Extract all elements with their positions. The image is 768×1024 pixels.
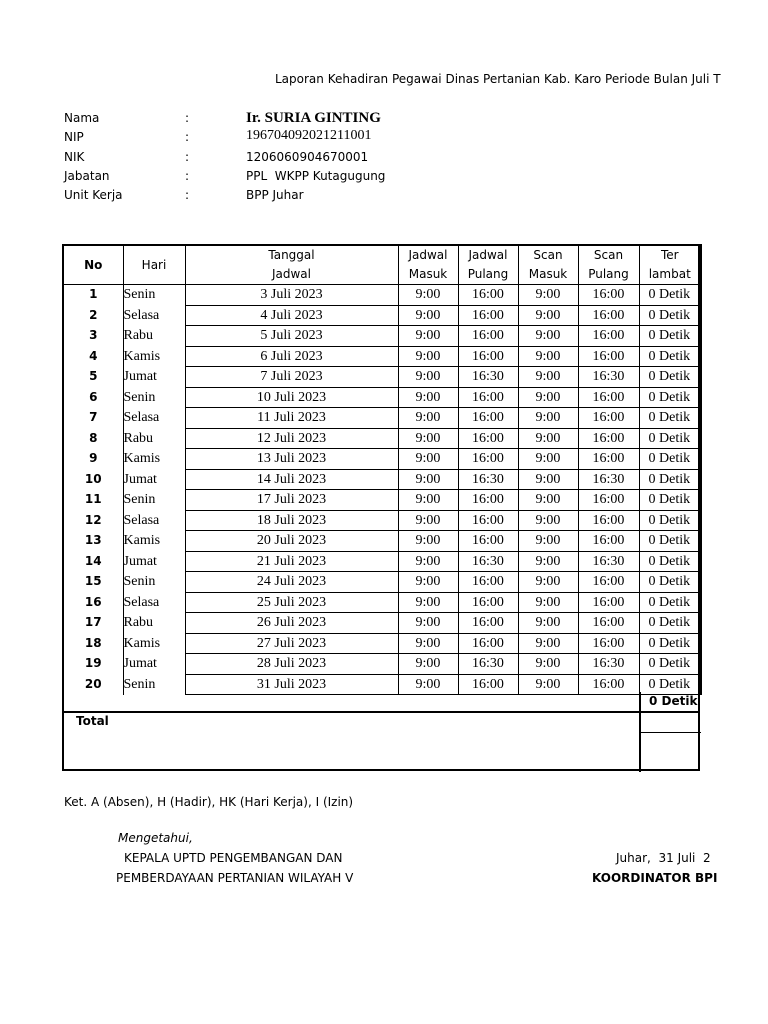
cell-tanggal: 6 Juli 2023: [185, 346, 398, 367]
header-scan-pulang: [578, 245, 639, 285]
cell-scan-masuk: 9:00: [518, 428, 578, 449]
cell-scan-masuk: 9:00: [518, 674, 578, 695]
cell-scan-masuk: 9:00: [518, 531, 578, 552]
cell-tanggal: 14 Juli 2023: [185, 469, 398, 490]
cell-scan-pulang: 16:00: [578, 531, 639, 552]
cell-scan-masuk: 9:00: [518, 408, 578, 429]
cell-scan-pulang: 16:00: [578, 490, 639, 511]
cell-hari: Rabu: [123, 326, 185, 347]
cell-jadwal-masuk: 9:00: [398, 572, 458, 593]
cell-tanggal: 28 Juli 2023: [185, 654, 398, 675]
cell-scan-pulang: 16:00: [578, 449, 639, 470]
cell-scan-pulang: 16:30: [578, 469, 639, 490]
header-tanggal: [185, 245, 398, 285]
cell-terlambat: 0 Detik: [639, 531, 701, 552]
cell-scan-pulang: 16:00: [578, 285, 639, 306]
value-jabatan: PPL WKPP Kutagugung: [246, 169, 386, 183]
cell-jadwal-masuk: 9:00: [398, 613, 458, 634]
cell-terlambat: 0 Detik: [639, 387, 701, 408]
cell-no: 15: [63, 572, 123, 593]
cell-tanggal: 21 Juli 2023: [185, 551, 398, 572]
cell-jadwal-masuk: 9:00: [398, 469, 458, 490]
label-jabatan: Jabatan: [64, 169, 110, 183]
cell-scan-pulang: 16:00: [578, 674, 639, 695]
cell-no: 5: [63, 367, 123, 388]
cell-scan-pulang: 16:00: [578, 613, 639, 634]
table-row: [63, 551, 701, 572]
signature-right-line2: KOORDINATOR BPI: [592, 871, 718, 885]
label-nama: Nama: [64, 111, 100, 125]
cell-hari: Senin: [123, 285, 185, 306]
cell-hari: Kamis: [123, 633, 185, 654]
cell-jadwal-masuk: 9:00: [398, 408, 458, 429]
cell-tanggal: 7 Juli 2023: [185, 367, 398, 388]
cell-no: 9: [63, 449, 123, 470]
cell-hari: Jumat: [123, 654, 185, 675]
cell-tanggal: 10 Juli 2023: [185, 387, 398, 408]
cell-scan-pulang: 16:00: [578, 326, 639, 347]
cell-scan-masuk: 9:00: [518, 592, 578, 613]
cell-no: 18: [63, 633, 123, 654]
cell-scan-masuk: 9:00: [518, 551, 578, 572]
header-terlambat-line2: lambat: [648, 267, 691, 281]
cell-terlambat: 0 Detik: [639, 469, 701, 490]
cell-tanggal: 31 Juli 2023: [185, 674, 398, 695]
cell-terlambat: 0 Detik: [639, 510, 701, 531]
value-nama: Ir. SURIA GINTING: [246, 110, 381, 126]
cell-scan-masuk: 9:00: [518, 305, 578, 326]
cell-jadwal-pulang: 16:30: [458, 654, 518, 675]
cell-scan-masuk: 9:00: [518, 346, 578, 367]
value-nip: 196704092021211001: [246, 128, 372, 143]
cell-jadwal-masuk: 9:00: [398, 531, 458, 552]
cell-jadwal-masuk: 9:00: [398, 428, 458, 449]
cell-hari: Rabu: [123, 428, 185, 449]
signature-left-line2: PEMBERDAYAAN PERTANIAN WILAYAH V: [116, 871, 354, 885]
cell-tanggal: 25 Juli 2023: [185, 592, 398, 613]
cell-scan-pulang: 16:00: [578, 305, 639, 326]
cell-terlambat: 0 Detik: [639, 346, 701, 367]
cell-jadwal-pulang: 16:00: [458, 428, 518, 449]
header-no: No: [63, 245, 123, 285]
cell-scan-masuk: 9:00: [518, 367, 578, 388]
table-row: [63, 449, 701, 470]
cell-hari: Kamis: [123, 531, 185, 552]
table-row: [63, 367, 701, 388]
table-row: [63, 572, 701, 593]
attendance-table: [62, 244, 702, 695]
header-tanggal-line2: Jadwal: [271, 267, 311, 281]
mengetahui-label: Mengetahui,: [118, 831, 193, 845]
cell-jadwal-masuk: 9:00: [398, 674, 458, 695]
cell-terlambat: 0 Detik: [639, 326, 701, 347]
cell-scan-masuk: 9:00: [518, 469, 578, 490]
cell-terlambat: 0 Detik: [639, 654, 701, 675]
terlambat-total-divider: [639, 732, 701, 733]
cell-tanggal: 5 Juli 2023: [185, 326, 398, 347]
cell-jadwal-masuk: 9:00: [398, 367, 458, 388]
cell-scan-masuk: 9:00: [518, 654, 578, 675]
cell-jadwal-masuk: 9:00: [398, 305, 458, 326]
cell-scan-pulang: 16:30: [578, 654, 639, 675]
cell-jadwal-masuk: 9:00: [398, 490, 458, 511]
cell-no: 8: [63, 428, 123, 449]
cell-tanggal: 4 Juli 2023: [185, 305, 398, 326]
table-row: [63, 469, 701, 490]
cell-no: 7: [63, 408, 123, 429]
cell-scan-masuk: 9:00: [518, 285, 578, 306]
cell-no: 1: [63, 285, 123, 306]
cell-scan-masuk: 9:00: [518, 613, 578, 634]
table-row: [63, 285, 701, 306]
header-hari: Hari: [123, 245, 185, 285]
signature-left-line1: KEPALA UPTD PENGEMBANGAN DAN: [124, 851, 343, 865]
table-row: [63, 428, 701, 449]
cell-tanggal: 20 Juli 2023: [185, 531, 398, 552]
colon-jabatan: :: [185, 169, 190, 183]
cell-jadwal-pulang: 16:00: [458, 449, 518, 470]
label-unit-kerja: Unit Kerja: [64, 188, 123, 202]
total-row: [62, 711, 700, 775]
table-row: [63, 633, 701, 654]
cell-no: 2: [63, 305, 123, 326]
cell-scan-masuk: 9:00: [518, 490, 578, 511]
cell-no: 6: [63, 387, 123, 408]
label-nik: NIK: [64, 150, 85, 164]
cell-jadwal-pulang: 16:30: [458, 469, 518, 490]
cell-no: 11: [63, 490, 123, 511]
cell-jadwal-pulang: 16:00: [458, 387, 518, 408]
table-header-row: [63, 245, 701, 285]
cell-tanggal: 18 Juli 2023: [185, 510, 398, 531]
table-row: [63, 510, 701, 531]
cell-no: 16: [63, 592, 123, 613]
header-scan-pulang-line1: Scan: [593, 248, 624, 262]
cell-terlambat: 0 Detik: [639, 674, 701, 695]
cell-jadwal-masuk: 9:00: [398, 387, 458, 408]
cell-scan-masuk: 9:00: [518, 449, 578, 470]
cell-tanggal: 3 Juli 2023: [185, 285, 398, 306]
cell-jadwal-masuk: 9:00: [398, 592, 458, 613]
table-row: [63, 408, 701, 429]
cell-terlambat: 0 Detik: [639, 285, 701, 306]
cell-jadwal-pulang: 16:00: [458, 531, 518, 552]
cell-jadwal-masuk: 9:00: [398, 510, 458, 531]
cell-terlambat: 0 Detik: [639, 449, 701, 470]
cell-scan-pulang: 16:00: [578, 387, 639, 408]
cell-jadwal-masuk: 9:00: [398, 551, 458, 572]
table-row: [63, 613, 701, 634]
header-tanggal-line1: Tanggal: [268, 248, 315, 262]
cell-scan-pulang: 16:00: [578, 592, 639, 613]
cell-scan-pulang: 16:00: [578, 428, 639, 449]
cell-tanggal: 26 Juli 2023: [185, 613, 398, 634]
cell-no: 17: [63, 613, 123, 634]
cell-terlambat: 0 Detik: [639, 551, 701, 572]
header-scan-masuk-line1: Scan: [533, 248, 563, 262]
value-nik: 1206060904670001: [246, 150, 369, 164]
cell-hari: Selasa: [123, 510, 185, 531]
cell-hari: Senin: [123, 572, 185, 593]
cell-no: 20: [63, 674, 123, 695]
cell-jadwal-pulang: 16:00: [458, 326, 518, 347]
cell-hari: Rabu: [123, 613, 185, 634]
cell-hari: Jumat: [123, 551, 185, 572]
total-label: Total: [76, 714, 109, 728]
table-row: [63, 674, 701, 695]
cell-jadwal-pulang: 16:00: [458, 490, 518, 511]
table-row: [63, 490, 701, 511]
table-row: [63, 654, 701, 675]
cell-no: 12: [63, 510, 123, 531]
cell-terlambat: 0 Detik: [639, 490, 701, 511]
table-row: [63, 592, 701, 613]
cell-hari: Kamis: [123, 449, 185, 470]
header-jadwal-pulang-line1: Jadwal: [468, 248, 508, 262]
cell-scan-pulang: 16:00: [578, 510, 639, 531]
cell-jadwal-pulang: 16:30: [458, 551, 518, 572]
cell-tanggal: 27 Juli 2023: [185, 633, 398, 654]
cell-hari: Kamis: [123, 346, 185, 367]
cell-terlambat: 0 Detik: [639, 572, 701, 593]
cell-jadwal-pulang: 16:00: [458, 305, 518, 326]
cell-no: 19: [63, 654, 123, 675]
header-jadwal-pulang: [458, 245, 518, 285]
cell-tanggal: 24 Juli 2023: [185, 572, 398, 593]
cell-jadwal-pulang: 16:00: [458, 408, 518, 429]
cell-hari: Senin: [123, 674, 185, 695]
cell-no: 14: [63, 551, 123, 572]
cell-terlambat: 0 Detik: [639, 305, 701, 326]
value-unit-kerja: BPP Juhar: [246, 188, 304, 202]
cell-jadwal-masuk: 9:00: [398, 346, 458, 367]
cell-no: 3: [63, 326, 123, 347]
cell-hari: Senin: [123, 490, 185, 511]
cell-scan-masuk: 9:00: [518, 510, 578, 531]
cell-scan-pulang: 16:00: [578, 346, 639, 367]
colon-nama: :: [185, 111, 190, 125]
cell-terlambat: 0 Detik: [639, 367, 701, 388]
cell-jadwal-masuk: 9:00: [398, 326, 458, 347]
cell-tanggal: 17 Juli 2023: [185, 490, 398, 511]
table-row: [63, 387, 701, 408]
header-scan-masuk-line2: Masuk: [528, 267, 568, 281]
cell-no: 10: [63, 469, 123, 490]
header-scan-pulang-line2: Pulang: [588, 267, 629, 281]
cell-no: 13: [63, 531, 123, 552]
cell-hari: Selasa: [123, 592, 185, 613]
cell-jadwal-pulang: 16:00: [458, 633, 518, 654]
cell-hari: Selasa: [123, 305, 185, 326]
cell-jadwal-pulang: 16:30: [458, 367, 518, 388]
cell-scan-masuk: 9:00: [518, 633, 578, 654]
cell-scan-masuk: 9:00: [518, 326, 578, 347]
cell-jadwal-pulang: 16:00: [458, 285, 518, 306]
table-row: [63, 531, 701, 552]
label-nip: NIP: [64, 130, 84, 144]
header-jadwal-masuk-line1: Jadwal: [408, 248, 448, 262]
header-scan-masuk: [518, 245, 578, 285]
cell-scan-pulang: 16:30: [578, 367, 639, 388]
cell-jadwal-pulang: 16:00: [458, 346, 518, 367]
cell-hari: Senin: [123, 387, 185, 408]
cell-terlambat: 0 Detik: [639, 592, 701, 613]
colon-nip: :: [185, 130, 190, 144]
cell-scan-pulang: 16:00: [578, 633, 639, 654]
cell-no: 4: [63, 346, 123, 367]
header-terlambat: [639, 245, 701, 285]
cell-scan-pulang: 16:30: [578, 551, 639, 572]
cell-scan-pulang: 16:00: [578, 572, 639, 593]
cell-scan-pulang: 16:00: [578, 408, 639, 429]
cell-jadwal-masuk: 9:00: [398, 633, 458, 654]
cell-hari: Selasa: [123, 408, 185, 429]
cell-scan-masuk: 9:00: [518, 387, 578, 408]
colon-nik: :: [185, 150, 190, 164]
cell-jadwal-pulang: 16:00: [458, 572, 518, 593]
total-terlambat-value: 0 Detik: [649, 694, 698, 708]
cell-hari: Jumat: [123, 367, 185, 388]
cell-jadwal-pulang: 16:00: [458, 592, 518, 613]
cell-terlambat: 0 Detik: [639, 613, 701, 634]
cell-tanggal: 11 Juli 2023: [185, 408, 398, 429]
keterangan-note: Ket. A (Absen), H (Hadir), HK (Hari Kerja), I (Izin): [64, 795, 354, 809]
cell-terlambat: 0 Detik: [639, 428, 701, 449]
header-jadwal-masuk-line2: Masuk: [408, 267, 448, 281]
colon-unit-kerja: :: [185, 188, 190, 202]
header-jadwal-pulang-line2: Pulang: [467, 267, 509, 281]
table-row: [63, 346, 701, 367]
cell-scan-masuk: 9:00: [518, 572, 578, 593]
cell-jadwal-pulang: 16:00: [458, 510, 518, 531]
cell-jadwal-pulang: 16:00: [458, 613, 518, 634]
cell-jadwal-masuk: 9:00: [398, 654, 458, 675]
cell-terlambat: 0 Detik: [639, 633, 701, 654]
signature-right-line1: Juhar, 31 Juli 2: [616, 851, 711, 865]
header-terlambat-line1: Ter: [660, 248, 679, 262]
cell-tanggal: 12 Juli 2023: [185, 428, 398, 449]
cell-terlambat: 0 Detik: [639, 408, 701, 429]
cell-hari: Jumat: [123, 469, 185, 490]
header-jadwal-masuk: [398, 245, 458, 285]
table-row: [63, 326, 701, 347]
cell-jadwal-pulang: 16:00: [458, 674, 518, 695]
report-title: Laporan Kehadiran Pegawai Dinas Pertanian Kab. Karo Periode Bulan Juli T: [275, 72, 721, 86]
cell-jadwal-masuk: 9:00: [398, 285, 458, 306]
table-row: [63, 305, 701, 326]
cell-tanggal: 13 Juli 2023: [185, 449, 398, 470]
cell-jadwal-masuk: 9:00: [398, 449, 458, 470]
